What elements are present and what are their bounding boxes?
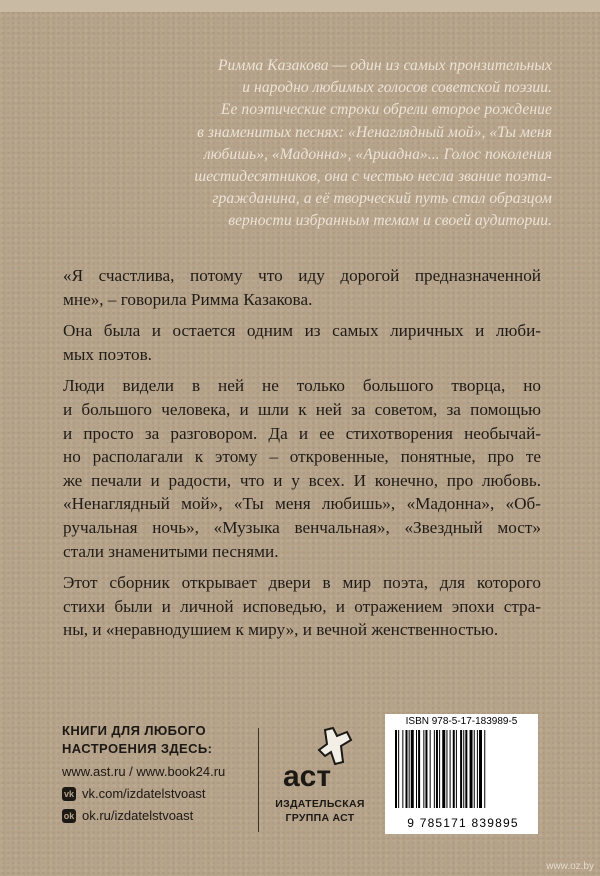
- barcode-bar: [436, 730, 438, 808]
- watermark: www.oz.by: [546, 861, 594, 872]
- intro-line: любишь», «Мадонна», «Ариадна»... Голос поколения: [203, 145, 552, 163]
- text-line: стихи были и личной исповедью, и отражением эпохи стра-: [63, 596, 541, 616]
- barcode-digits: 9 785171 839895: [407, 816, 519, 830]
- ok-link[interactable]: ok.ru/izdatelstvoast: [82, 808, 194, 823]
- vk-link-row[interactable]: [62, 784, 262, 804]
- footer-heading-2: НАСТРОЕНИЯ ЗДЕСЬ:: [62, 741, 213, 756]
- intro-line: Ее поэтические строки обрели второе рождение: [220, 101, 552, 119]
- publisher-name-2: ГРУППА АСТ: [285, 812, 355, 824]
- barcode-bar: [450, 730, 451, 808]
- publisher-name-1: ИЗДАТЕЛЬСКАЯ: [275, 798, 365, 810]
- intro-blurb: [62, 55, 552, 233]
- text-line: мне», – говорила Римма Казакова.: [63, 289, 313, 309]
- text-line: но располагали к этому – откровенные, понятные, про те: [63, 447, 541, 467]
- barcode-bar: [463, 730, 464, 808]
- text-line: Она была и остается одним из самых лиричных и люби-: [63, 321, 541, 341]
- barcode-bar: [398, 730, 399, 808]
- logo-text: аст: [283, 760, 332, 792]
- barcode-bar: [479, 730, 482, 808]
- barcode-bar: [439, 730, 440, 808]
- text-line: мых поэтов.: [63, 344, 152, 364]
- intro-line: Римма Казакова — один из самых пронзительных: [217, 57, 552, 74]
- barcode-bars: [385, 730, 538, 814]
- isbn-text: ISBN 978-5-17-183989-5: [405, 716, 518, 727]
- ok-link-row[interactable]: [62, 806, 262, 826]
- text-line: же печали и радости, что и у всех. И конечно, про любовь.: [63, 470, 541, 490]
- intro-line: и народно любимых голосов советской поэзии.: [242, 79, 552, 97]
- barcode-bar: [402, 730, 403, 808]
- barcode-bar: [418, 730, 420, 808]
- footer-heading-1: КНИГИ ДЛЯ ЛЮБОГО: [62, 723, 207, 738]
- text-line: «Я счастлива, потому что иду дорогой предназначенной: [63, 266, 541, 285]
- barcode-bar: [456, 730, 457, 808]
- text-line: «Ненаглядный мой», «Ты меня любишь», «Мадонна», «Об-: [63, 494, 541, 514]
- barcode-bar: [442, 730, 445, 808]
- isbn-barcode: [385, 714, 538, 834]
- barcode-bar: [474, 730, 475, 808]
- paragraph: [63, 571, 541, 642]
- barcode-bar: [416, 730, 417, 808]
- barcode-bar: [406, 730, 408, 808]
- top-edge: [0, 0, 600, 12]
- text-line: Этот сборник открывает двери в мир поэта, для которого: [63, 573, 541, 593]
- paragraph: [63, 374, 541, 563]
- barcode-bar: [484, 730, 485, 808]
- barcode-bar: [434, 730, 435, 808]
- barcode-bar: [423, 730, 424, 808]
- text-line: ны, и «неравнодушием к миру», и вечной женственностью.: [63, 620, 499, 640]
- website-links[interactable]: www.ast.ru / www.book24.ru: [62, 764, 226, 779]
- barcode-bar: [446, 730, 447, 808]
- barcode-bar: [430, 730, 431, 808]
- barcode-bar: [425, 730, 427, 808]
- intro-line: гражданина, а её творческий путь стал образцом: [212, 190, 552, 208]
- text-line: и большого человека, и шли к ней за советом, за помощью: [63, 399, 541, 419]
- vk-icon: vk: [63, 789, 74, 799]
- publisher-block: [268, 722, 372, 825]
- barcode-bar: [411, 730, 414, 808]
- paragraph: [63, 264, 541, 311]
- store-links: [62, 722, 262, 826]
- text-line: Люди видели в ней не только большого творца, но: [63, 376, 541, 396]
- description-text: [63, 264, 541, 642]
- intro-line: верности избранным темам и своей аудитории.: [228, 212, 552, 230]
- intro-line: в знаменитых песнях: «Ненаглядный мой», «Ты меня: [197, 123, 552, 141]
- barcode-bar: [470, 730, 473, 808]
- barcode-bar: [409, 730, 410, 808]
- text-line: ручальная ночь», «Музыка венчальная», «Звездный мост»: [63, 517, 541, 537]
- barcode-bar: [453, 730, 455, 808]
- barcode-bar: [460, 730, 462, 808]
- text-line: и просто за разговором. Да и ее стихотворения необычай-: [63, 423, 541, 443]
- ok-icon: ok: [63, 811, 75, 821]
- vk-link[interactable]: vk.com/izdatelstvoast: [82, 786, 206, 801]
- barcode-bar: [395, 730, 397, 808]
- ast-logo-icon: [275, 722, 365, 792]
- intro-line: шестидесятников, она с честью несла звание поэта-: [194, 168, 552, 186]
- barcode-bar: [465, 730, 467, 808]
- paragraph: [63, 319, 541, 366]
- footer-divider: [258, 728, 259, 832]
- text-line: стали знаменитыми песнями.: [63, 541, 279, 561]
- barcode-bar: [477, 730, 478, 808]
